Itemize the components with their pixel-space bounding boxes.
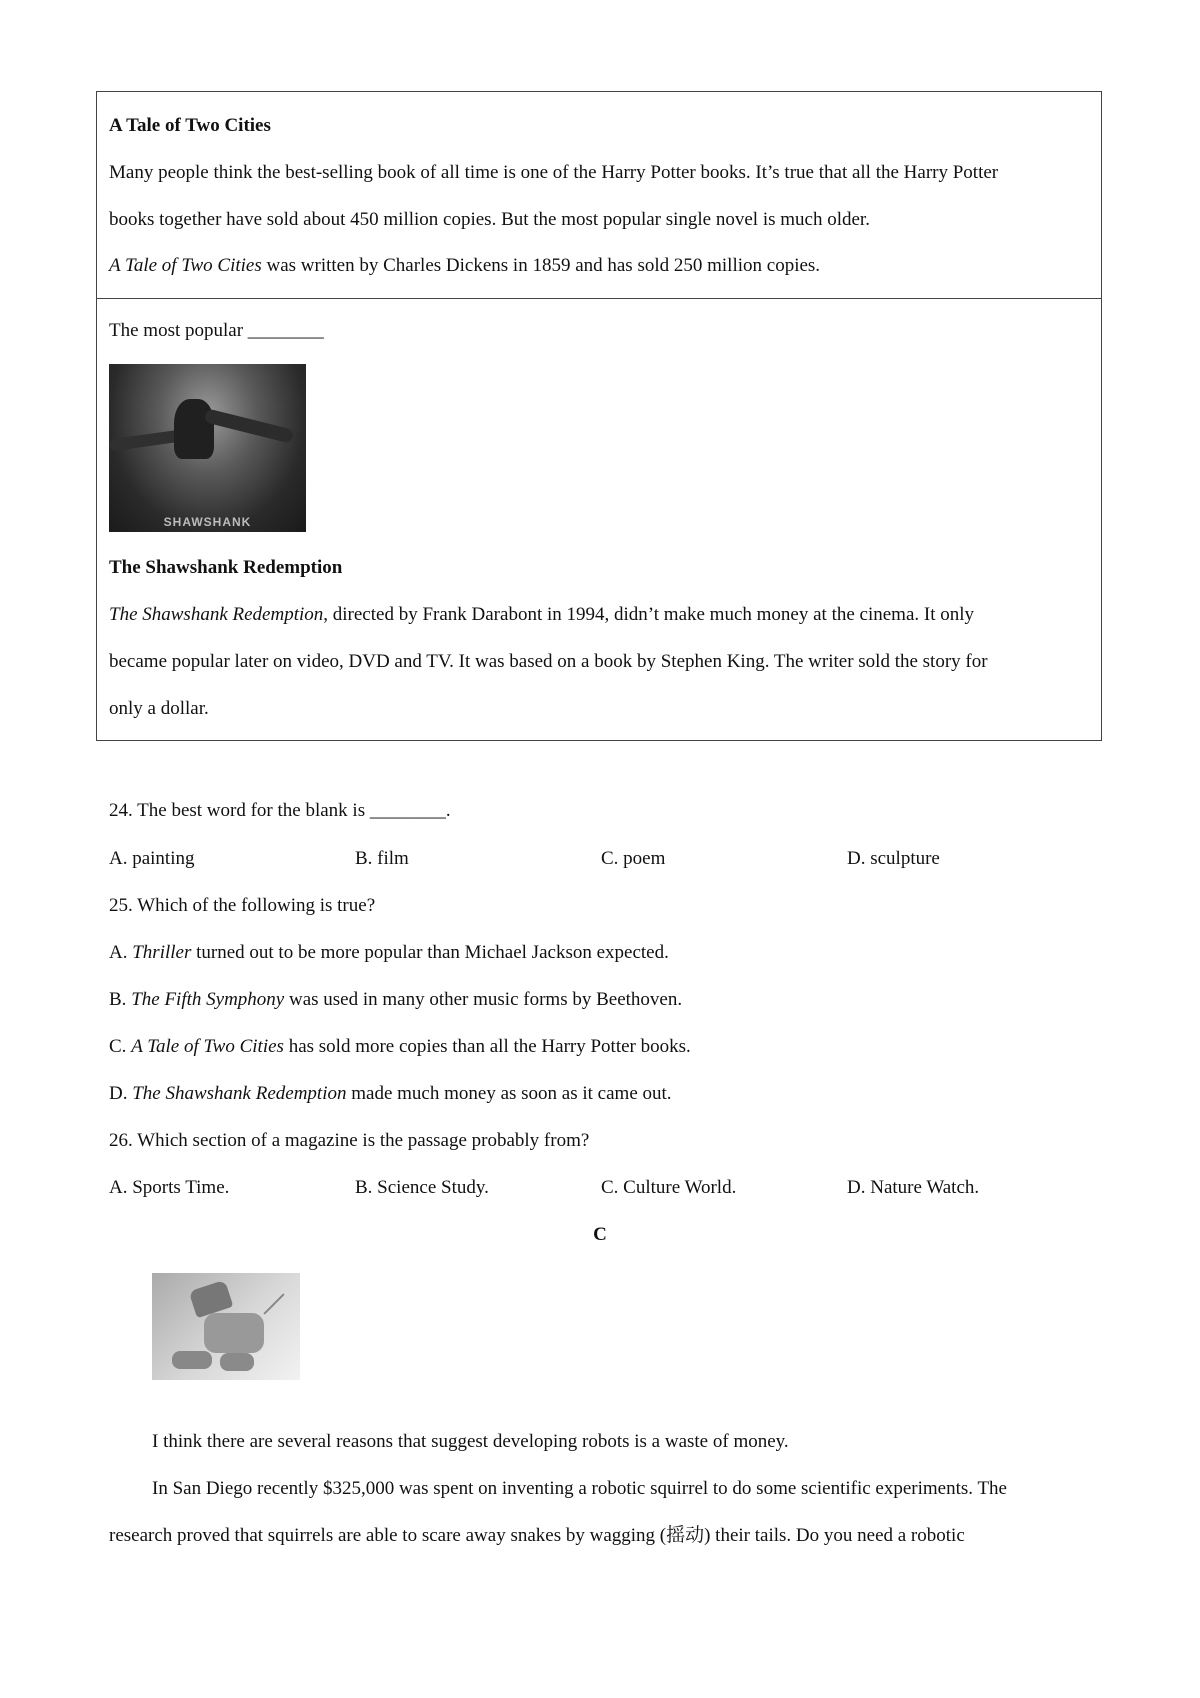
option-letter: D. <box>109 1083 133 1104</box>
option-text: was used in many other music forms by Beethoven. <box>284 989 683 1010</box>
option-text: has sold more copies than all the Harry Potter books. <box>283 1036 691 1057</box>
q24-option-d[interactable]: D. sculpture <box>847 848 940 869</box>
passage-paragraph: I think there are several reasons that suggest developing robots is a waste of money. <box>152 1431 789 1452</box>
passage-paragraph: In San Diego recently $325,000 was spent on inventing a robotic squirrel to do some scientific experiments. The <box>152 1478 1007 1499</box>
robot-dog-image <box>152 1273 300 1380</box>
q25-option-c[interactable] <box>109 1035 691 1059</box>
work-title: Thriller <box>132 942 192 963</box>
option-letter: C. <box>109 1036 132 1057</box>
q25-option-d[interactable] <box>109 1082 672 1106</box>
q26-option-a[interactable]: A. Sports Time. <box>109 1177 230 1198</box>
passage-line: research proved that squirrels are able to scare away snakes by wagging (摇动) their tails. Do you need a robotic <box>109 1525 965 1546</box>
q26-option-b[interactable]: B. Science Study. <box>355 1177 489 1198</box>
poster-caption: SHAWSHANK <box>163 515 252 529</box>
passage-text: , directed by Frank Darabont in 1994, didn’t make much money at the cinema. It only <box>323 604 975 625</box>
book-title: A Tale of Two Cities <box>109 255 262 276</box>
q25-option-b[interactable] <box>109 988 682 1012</box>
q24-option-a[interactable]: A. painting <box>109 848 195 869</box>
q24-option-c[interactable]: C. poem <box>601 848 666 869</box>
question-25-stem: 25. Which of the following is true? <box>109 895 376 916</box>
passage-line <box>109 603 974 627</box>
passage-line: became popular later on video, DVD and TV. It was based on a book by Stephen King. The writer sold the story for <box>109 651 988 672</box>
question-26-stem: 26. Which section of a magazine is the passage probably from? <box>109 1130 590 1151</box>
work-title: The Fifth Symphony <box>131 989 285 1010</box>
option-letter: B. <box>109 989 132 1010</box>
passage-line: only a dollar. <box>109 698 209 719</box>
option-text: turned out to be more popular than Michael Jackson expected. <box>191 942 669 963</box>
q26-option-c[interactable]: C. Culture World. <box>601 1177 737 1198</box>
film-title: The Shawshank Redemption <box>109 604 324 625</box>
movie-poster-image <box>109 364 306 532</box>
option-text: made much money as soon as it came out. <box>346 1083 672 1104</box>
section-heading: The most popular ________ <box>109 320 324 341</box>
passage-line <box>109 254 820 278</box>
passage-title: The Shawshank Redemption <box>109 557 343 578</box>
q26-option-d[interactable]: D. Nature Watch. <box>847 1177 980 1198</box>
passage-title: A Tale of Two Cities <box>109 115 271 136</box>
work-title: The Shawshank Redemption <box>132 1083 347 1104</box>
q24-option-b[interactable]: B. film <box>355 848 409 869</box>
question-24-stem: 24. The best word for the blank is ________. <box>109 800 451 821</box>
passage-line: books together have sold about 450 million copies. But the most popular single novel is much older. <box>109 209 870 230</box>
passage-text: was written by Charles Dickens in 1859 and has sold 250 million copies. <box>261 255 821 276</box>
option-letter: A. <box>109 942 133 963</box>
work-title: A Tale of Two Cities <box>131 1036 284 1057</box>
section-c-heading: C <box>593 1224 607 1245</box>
q25-option-a[interactable] <box>109 941 669 965</box>
passage-line: Many people think the best-selling book of all time is one of the Harry Potter books. It’s true that all the Harry Potter <box>109 162 999 183</box>
